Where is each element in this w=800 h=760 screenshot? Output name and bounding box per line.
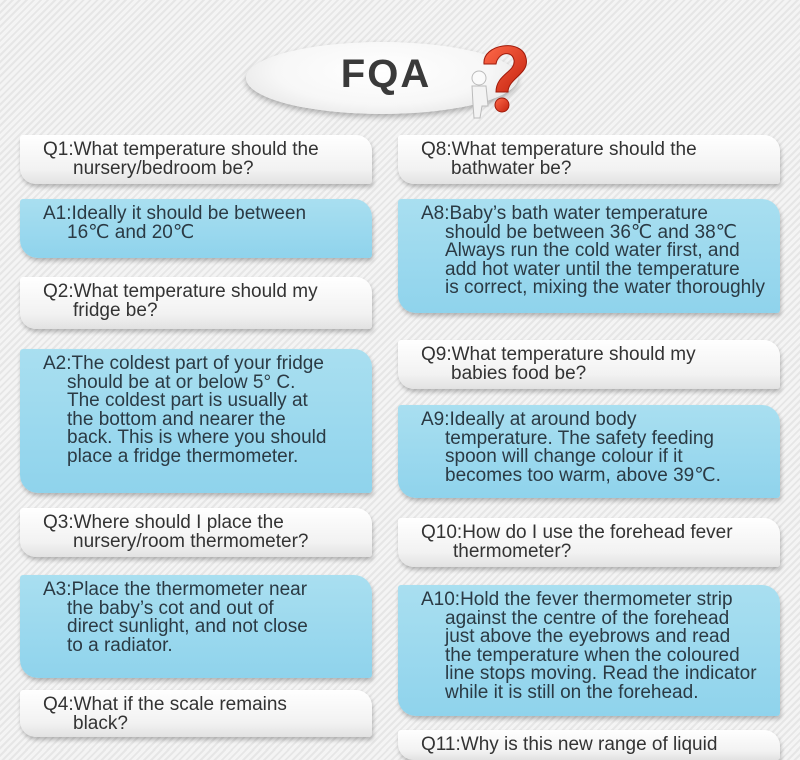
answer-text: temperature. The safety feeding <box>445 427 714 449</box>
answer-text: the baby’s cot and out of <box>67 597 274 619</box>
question-text: thermometer? <box>453 540 572 562</box>
answer-text: A8:Baby’s bath water temperature <box>421 203 708 224</box>
answer-box <box>398 199 780 313</box>
answer-text: just above the eyebrows and read <box>445 626 731 647</box>
page-title: FQA <box>340 52 432 96</box>
answer-box <box>398 585 780 716</box>
question-text: babies food be? <box>451 362 587 384</box>
answer-text: A9:Ideally at around body <box>421 409 637 430</box>
question-box <box>398 518 780 567</box>
answer-text: against the centre of the forehead <box>445 607 730 629</box>
answer-text: A10:Hold the fever thermometer strip <box>421 589 733 610</box>
question-text: Q2:What temperature should my <box>43 281 318 302</box>
question-box <box>20 135 372 184</box>
answer-text: A1:Ideally it should be between <box>43 203 307 224</box>
answer-text: becomes too warm, above 39℃. <box>445 464 721 486</box>
question-text: Q11:Why is this new range of liquid <box>421 734 718 755</box>
question-mark-icon <box>462 34 536 120</box>
question-box <box>20 690 372 737</box>
question-text: Q4:What if the scale remains <box>43 694 287 715</box>
answer-text: 16℃ and 20℃ <box>67 221 195 243</box>
question-text: Q8:What temperature should the <box>421 139 697 160</box>
answer-text: is correct, mixing the water thoroughly <box>445 277 765 298</box>
question-box <box>398 730 780 760</box>
question-text: nursery/bedroom be? <box>73 157 254 179</box>
answer-text: direct sunlight, and not close <box>67 616 308 637</box>
answer-box <box>20 349 372 493</box>
question-text: Q10:How do I use the forehead fever <box>421 522 733 543</box>
answer-text: place a fridge thermometer. <box>67 445 299 467</box>
question-box <box>398 340 780 389</box>
answer-text: should be between 36℃ and 38℃ <box>445 221 737 243</box>
answer-text: line stops moving. Read the indicator <box>445 663 757 684</box>
answer-text: add hot water until the temperature <box>445 258 740 280</box>
answer-text: back. This is where you should <box>67 427 327 448</box>
answer-text: while it is still on the forehead. <box>445 681 699 703</box>
question-box <box>20 508 372 557</box>
answer-text: A3:Place the thermometer near <box>43 579 308 600</box>
answer-box <box>20 199 372 258</box>
answer-text: the temperature when the coloured <box>445 644 740 666</box>
question-text: Q9:What temperature should my <box>421 344 696 365</box>
answer-text: to a radiator. <box>67 634 173 656</box>
answer-box <box>20 575 372 678</box>
question-box <box>20 277 372 329</box>
question-text: nursery/room thermometer? <box>73 530 309 552</box>
question-box <box>398 135 780 184</box>
answer-box <box>398 405 780 498</box>
question-text: Q3:Where should I place the <box>43 512 284 533</box>
question-text: black? <box>73 712 128 734</box>
answer-text: spoon will change colour if it <box>445 446 683 467</box>
question-text: fridge be? <box>73 299 158 321</box>
answer-text: The coldest part is usually at <box>67 390 308 411</box>
answer-text: should be at or below 5° C. <box>67 371 296 393</box>
question-text: bathwater be? <box>451 157 572 179</box>
answer-text: the bottom and nearer the <box>67 408 286 430</box>
question-text: Q1:What temperature should the <box>43 139 319 160</box>
answer-text: A2:The coldest part of your fridge <box>43 353 324 374</box>
answer-text: Always run the cold water first, and <box>445 240 740 261</box>
